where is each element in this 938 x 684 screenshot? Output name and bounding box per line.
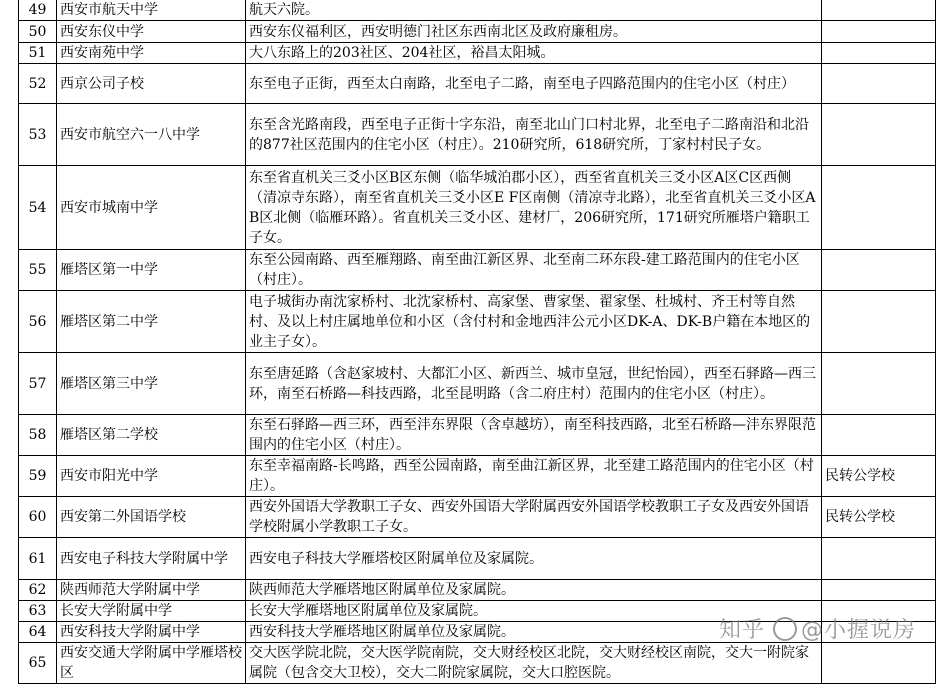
school-name-cell: 西安电子科技大学附属中学 bbox=[57, 538, 246, 580]
school-name-cell: 雁塔区第三中学 bbox=[57, 353, 246, 415]
watermark-site: 知乎 bbox=[718, 618, 765, 643]
school-name-cell: 雁塔区第一中学 bbox=[57, 250, 246, 291]
district-area-cell: 西安东仪福利区，西安明德门社区东西南北区及政府廉租房。 bbox=[246, 21, 822, 43]
school-name-cell: 西安市航空六一八中学 bbox=[57, 104, 246, 166]
school-name-cell: 长安大学附属中学 bbox=[57, 601, 246, 622]
note-cell bbox=[822, 250, 936, 291]
district-area-cell: 西安科技大学雁塔地区附属单位及家属院。 bbox=[246, 622, 822, 643]
district-area-cell: 东至幸福南路-长鸣路，西至公园南路，南至曲江新区界，北至建工路范围内的住宅小区（村庄）。 bbox=[246, 456, 822, 497]
row-number-cell: 58 bbox=[19, 415, 57, 456]
note-cell bbox=[822, 21, 936, 43]
table-row bbox=[19, 43, 936, 64]
school-name-cell: 西安南苑中学 bbox=[57, 43, 246, 64]
note-cell bbox=[822, 104, 936, 166]
table-row bbox=[19, 0, 936, 21]
left-margin bbox=[0, 0, 18, 672]
table-row bbox=[19, 538, 936, 580]
district-area-cell: 大八东路上的203社区、204社区，裕昌太阳城。 bbox=[246, 43, 822, 64]
row-number-cell: 50 bbox=[19, 21, 57, 43]
note-cell bbox=[822, 415, 936, 456]
district-area-cell: 西安外国语大学教职工子女、西安外国语大学附属西安外国语学校教职工子女及西安外国语学校附属小学教职工子女。 bbox=[246, 497, 822, 538]
row-number-cell: 65 bbox=[19, 643, 57, 684]
note-cell bbox=[822, 0, 936, 21]
district-area-cell: 东至省直机关三爻小区B区东侧（临华城泊郡小区），西至省直机关三爻小区A区C区西侧（清凉寺东路），南至省直机关三爻小区E F区南侧（清凉寺北路），北至省直机关三爻小区A B区北侧（临雁环路）。省直机关三爻小区、建材厂，206研究所，171研究所雁塔户籍职工子女。 bbox=[246, 166, 822, 250]
table-row bbox=[19, 415, 936, 456]
zhihu-logo-icon bbox=[773, 617, 797, 641]
district-area-cell: 陕西师范大学雁塔地区附属单位及家属院。 bbox=[246, 580, 822, 601]
note-cell bbox=[822, 64, 936, 104]
school-name-cell: 西安市城南中学 bbox=[57, 166, 246, 250]
row-number-cell: 52 bbox=[19, 64, 57, 104]
table-row bbox=[19, 21, 936, 43]
table-row bbox=[19, 166, 936, 250]
row-number-cell: 64 bbox=[19, 622, 57, 643]
district-area-cell: 东至唐延路（含赵家坡村、大都汇小区、新西兰、城市皇冠，世纪怡园），西至石驿路—西三环，南至石桥路—科技西路，北至昆明路（含二府庄村）范围内的住宅小区（村庄）。 bbox=[246, 353, 822, 415]
district-area-cell: 电子城街办南沈家桥村、北沈家桥村、高家堡、曹家堡、翟家堡、杜城村、齐王村等自然村、及以上村庄属地单位和小区（含付村和金地西沣公元小区DK-A、DK-B户籍在本地区的业主子女）。 bbox=[246, 291, 822, 353]
table-row bbox=[19, 456, 936, 497]
row-number-cell: 53 bbox=[19, 104, 57, 166]
row-number-cell: 55 bbox=[19, 250, 57, 291]
watermark bbox=[719, 613, 916, 644]
note-cell bbox=[822, 43, 936, 64]
school-name-cell: 西安交通大学附属中学雁塔校区 bbox=[57, 643, 246, 684]
district-area-cell: 交大医学院北院，交大医学院南院，交大财经校区北院，交大财经校区南院，交大一附院家属院（包含交大卫校），交大二附院家属院，交大口腔医院。 bbox=[246, 643, 822, 684]
note-cell: 民转公学校 bbox=[822, 497, 936, 538]
table-row bbox=[19, 643, 936, 684]
school-name-cell: 西安市阳光中学 bbox=[57, 456, 246, 497]
school-name-cell: 雁塔区第二学校 bbox=[57, 415, 246, 456]
note-cell bbox=[822, 538, 936, 580]
district-area-cell: 东至含光路南段，西至电子正街十字东沿，南至北山门口村北界，北至电子二路南沿和北沿的877社区范围内的住宅小区（村庄）。210研究所，618研究所，丁家村村民子女。 bbox=[246, 104, 822, 166]
row-number-cell: 49 bbox=[19, 0, 57, 21]
note-cell bbox=[822, 291, 936, 353]
district-area-cell: 航天六院。 bbox=[246, 0, 822, 21]
row-number-cell: 51 bbox=[19, 43, 57, 64]
school-name-cell: 西安科技大学附属中学 bbox=[57, 622, 246, 643]
watermark-author: @小握说房 bbox=[800, 618, 916, 643]
row-number-cell: 61 bbox=[19, 538, 57, 580]
school-name-cell: 西安东仪中学 bbox=[57, 21, 246, 43]
table-row bbox=[19, 250, 936, 291]
table-row bbox=[19, 64, 936, 104]
table-row bbox=[19, 580, 936, 601]
school-name-cell: 雁塔区第二中学 bbox=[57, 291, 246, 353]
row-number-cell: 59 bbox=[19, 456, 57, 497]
note-cell bbox=[822, 353, 936, 415]
row-number-cell: 62 bbox=[19, 580, 57, 601]
row-number-cell: 54 bbox=[19, 166, 57, 250]
table-row bbox=[19, 497, 936, 538]
row-number-cell: 60 bbox=[19, 497, 57, 538]
table-row bbox=[19, 291, 936, 353]
note-cell bbox=[822, 166, 936, 250]
note-cell bbox=[822, 643, 936, 684]
note-cell bbox=[822, 580, 936, 601]
district-area-cell: 西安电子科技大学雁塔校区附属单位及家属院。 bbox=[246, 538, 822, 580]
row-number-cell: 56 bbox=[19, 291, 57, 353]
table-row bbox=[19, 353, 936, 415]
row-number-cell: 57 bbox=[19, 353, 57, 415]
school-name-cell: 西安市航天中学 bbox=[57, 0, 246, 21]
school-district-table bbox=[18, 0, 936, 684]
school-name-cell: 陕西师范大学附属中学 bbox=[57, 580, 246, 601]
row-number-cell: 63 bbox=[19, 601, 57, 622]
district-area-cell: 东至公园南路、西至雁翔路、南至曲江新区界、北至南二环东段-建工路范围内的住宅小区（村庄）。 bbox=[246, 250, 822, 291]
district-area-cell: 长安大学雁塔地区附属单位及家属院。 bbox=[246, 601, 822, 622]
district-area-cell: 东至石驿路—西三环，西至沣东界限（含卓越坊），南至科技西路，北至石桥路—沣东界限范围内的住宅小区（村庄）。 bbox=[246, 415, 822, 456]
table-row bbox=[19, 104, 936, 166]
school-name-cell: 西安第二外国语学校 bbox=[57, 497, 246, 538]
school-name-cell: 西京公司子校 bbox=[57, 64, 246, 104]
district-area-cell: 东至电子正街，西至太白南路，北至电子二路，南至电子四路范围内的住宅小区（村庄） bbox=[246, 64, 822, 104]
note-cell: 民转公学校 bbox=[822, 456, 936, 497]
